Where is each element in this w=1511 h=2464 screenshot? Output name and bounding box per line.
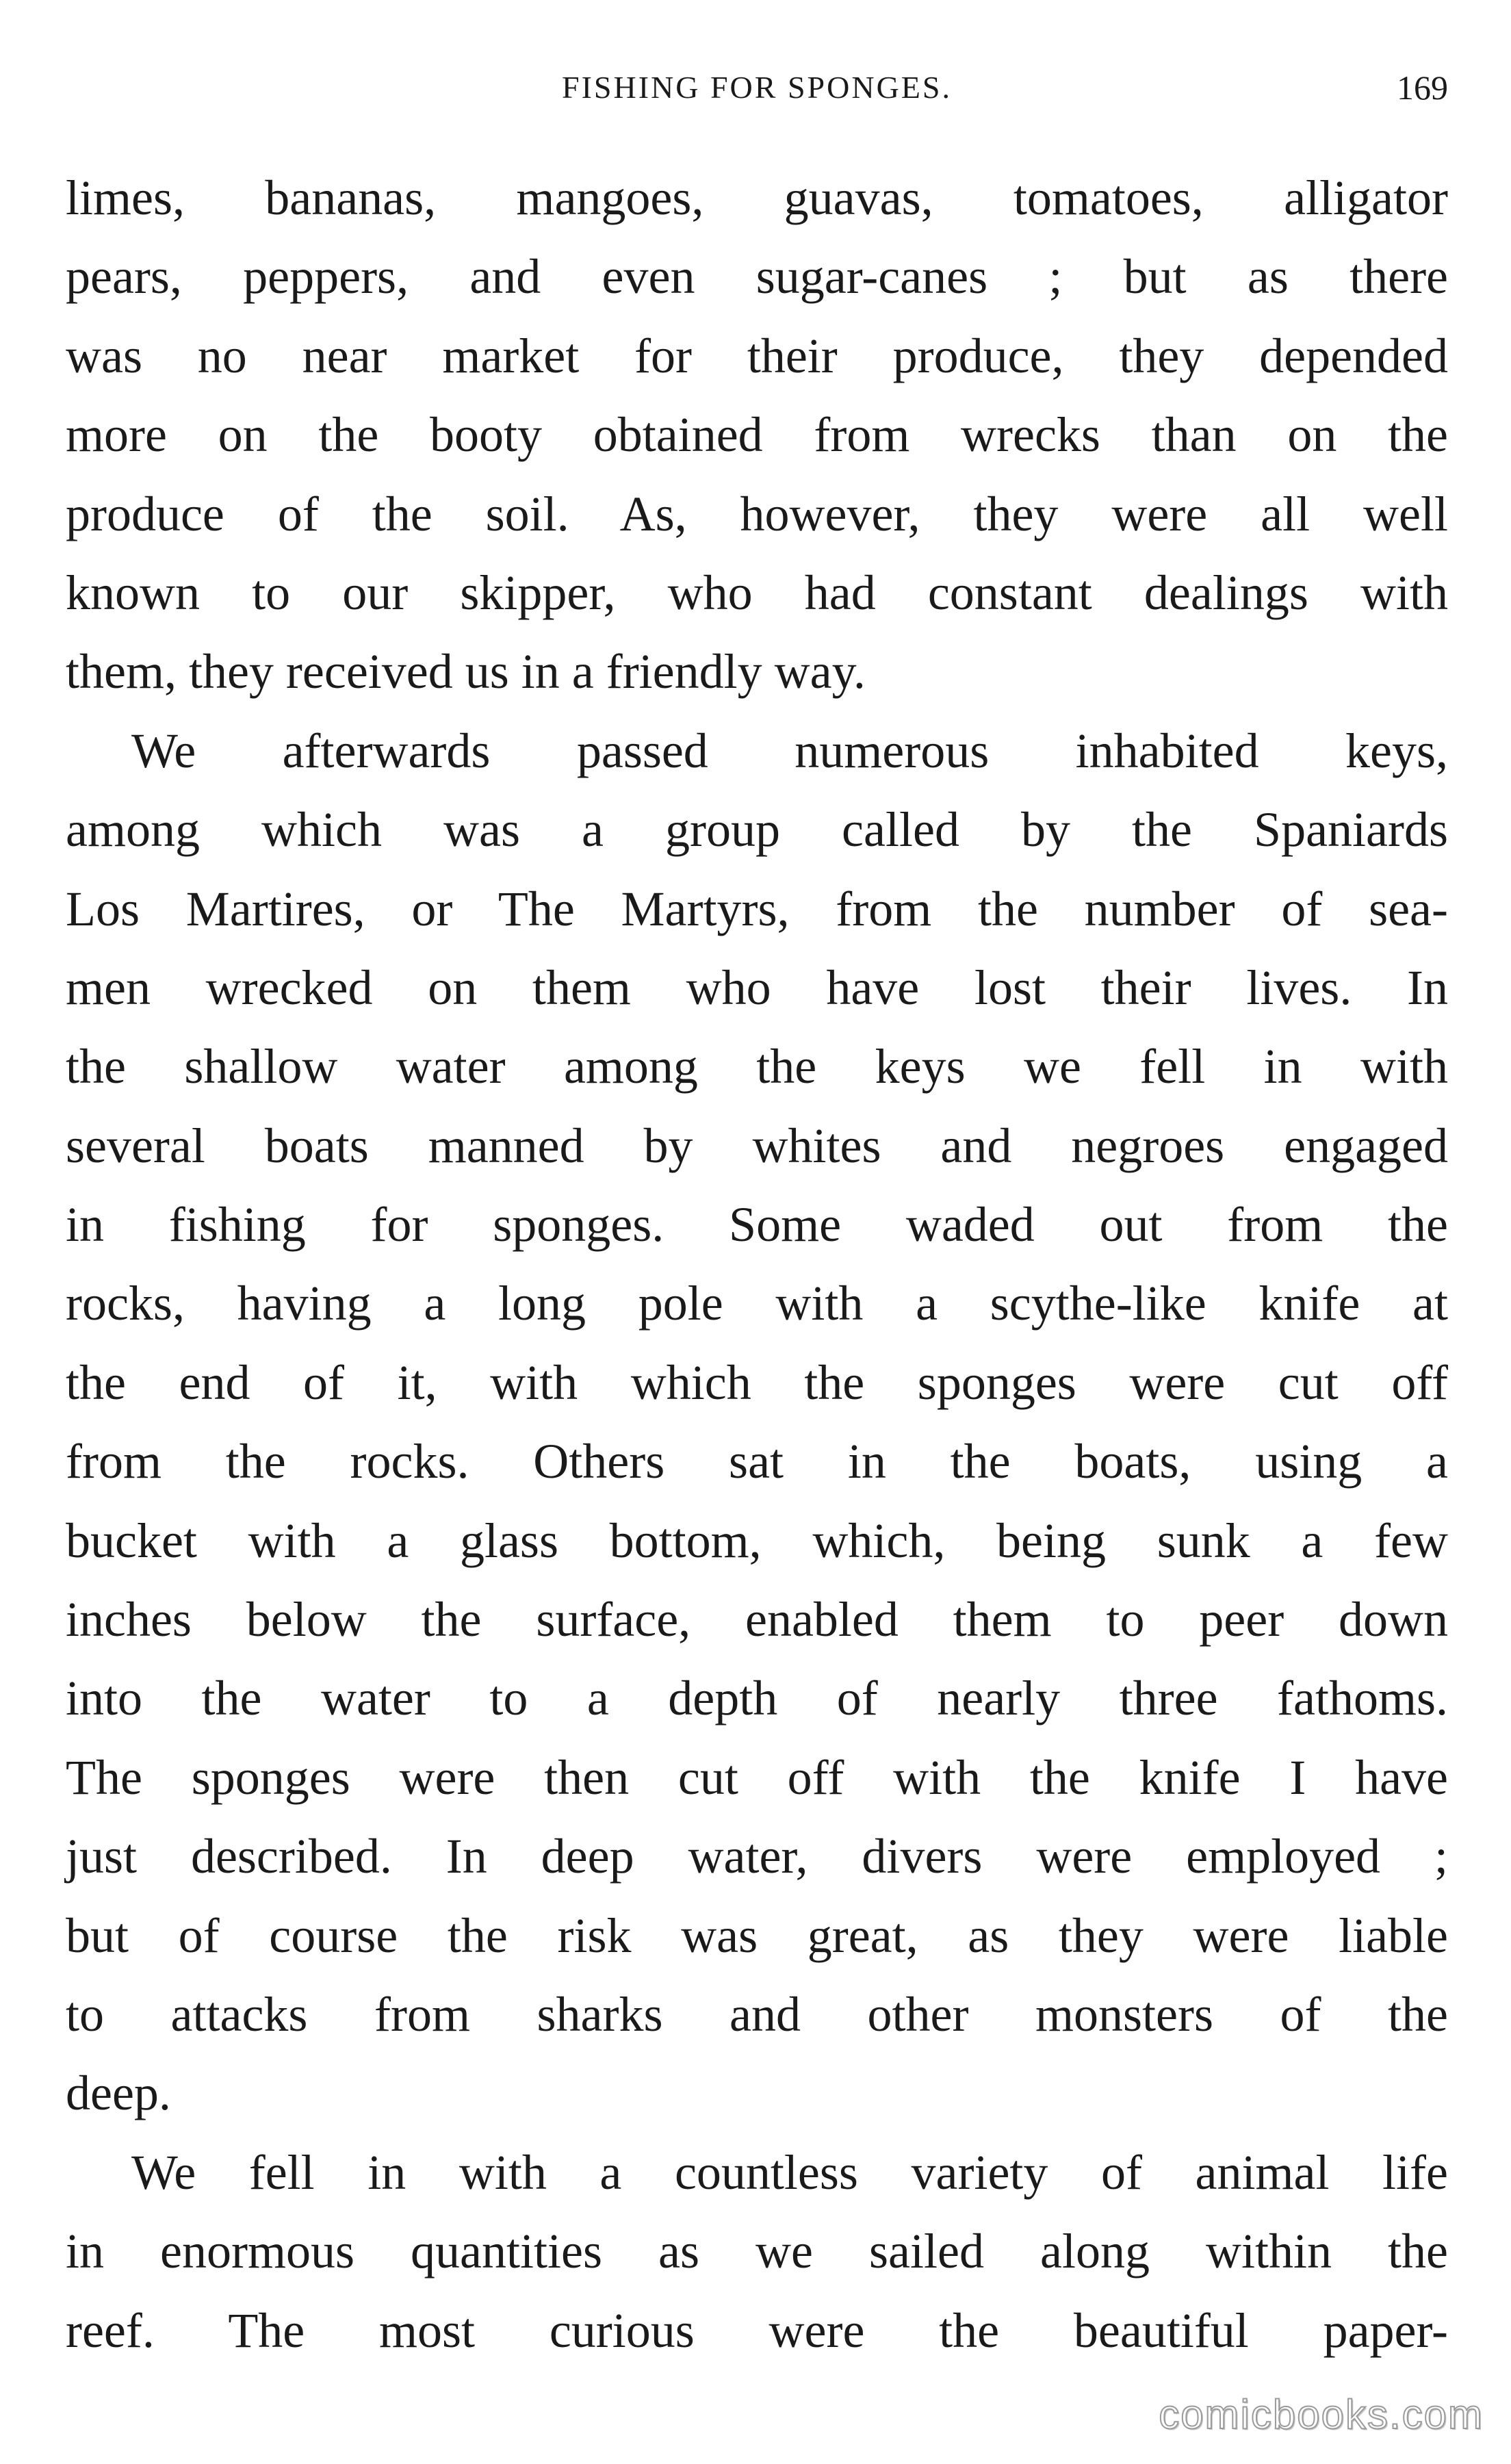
text-line: Los Martires, or The Martyrs, from the number of sea-: [66, 881, 1448, 936]
text-line: more on the booty obtained from wrecks than on the: [66, 407, 1448, 463]
body-text: [66, 159, 1448, 2370]
running-head: [66, 60, 1448, 115]
text-line: bucket with a glass bottom, which, being sunk a few: [66, 1513, 1448, 1568]
running-title: FISHING FOR SPONGES.: [562, 70, 952, 105]
text-line: the end of it, with which the sponges were cut off: [66, 1355, 1448, 1410]
text-line: produce of the soil. As, however, they were all well: [66, 486, 1448, 541]
text-line: known to our skipper, who had constant dealings with: [66, 565, 1448, 620]
text-line: to attacks from sharks and other monsters of the: [66, 1986, 1448, 2042]
text-line: We afterwards passed numerous inhabited keys,: [131, 723, 1448, 778]
text-line: was no near market for their produce, they depended: [66, 328, 1448, 383]
text-line: into the water to a depth of nearly three fathoms.: [66, 1671, 1448, 1726]
text-line: them, they received us in a friendly way.: [66, 644, 866, 700]
text-line: several boats manned by whites and negroes engaged: [66, 1118, 1448, 1173]
text-line: inches below the surface, enabled them to peer down: [66, 1592, 1448, 1647]
text-line: just described. In deep water, divers were employed ;: [66, 1829, 1448, 1884]
text-line: We fell in with a countless variety of animal life: [131, 2144, 1448, 2200]
text-line: men wrecked on them who have lost their lives. In: [66, 960, 1448, 1015]
watermark-text: comicbooks.com: [1159, 2391, 1484, 2437]
text-line: limes, bananas, mangoes, guavas, tomatoes, alligator: [66, 170, 1448, 225]
text-line: among which was a group called by the Spaniards: [66, 802, 1448, 858]
text-line: in enormous quantities as we sailed along within the: [66, 2224, 1448, 2279]
text-line: The sponges were then cut off with the knife I have: [66, 1749, 1448, 1805]
text-line: but of course the risk was great, as they were liable: [66, 1908, 1448, 1963]
text-line: from the rocks. Others sat in the boats, using a: [66, 1434, 1448, 1489]
text-line: reef. The most curious were the beautiful paper-: [66, 2302, 1448, 2358]
text-line: the shallow water among the keys we fell in with: [66, 1039, 1448, 1094]
text-line: deep.: [66, 2066, 171, 2121]
text-line: pears, peppers, and even sugar-canes ; but as there: [66, 249, 1448, 305]
text-line: in fishing for sponges. Some waded out from the: [66, 1197, 1448, 1253]
page-number: 169: [1397, 68, 1448, 107]
text-line: rocks, having a long pole with a scythe-like knife at: [66, 1276, 1448, 1331]
